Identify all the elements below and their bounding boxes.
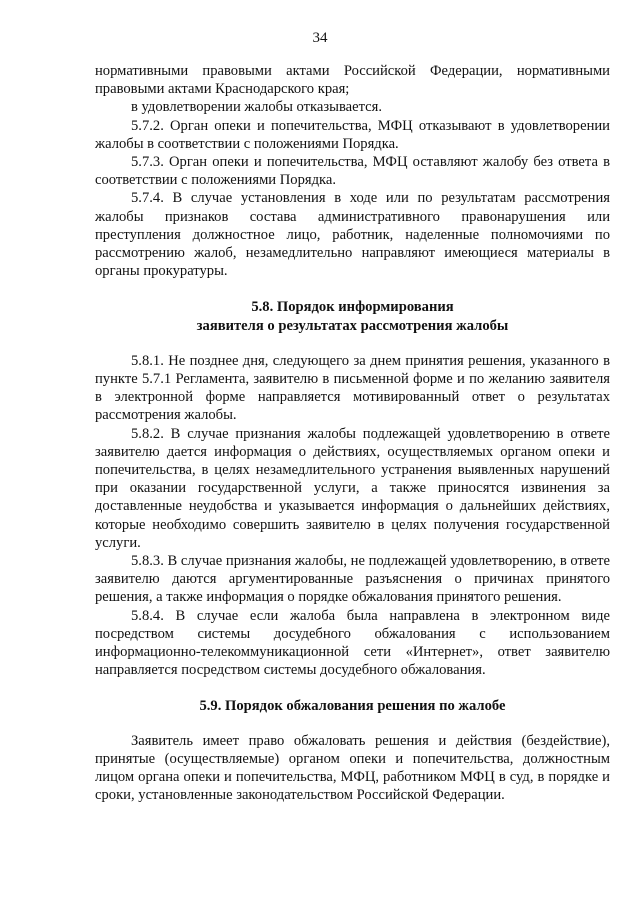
section-5-8-heading-line1: 5.8. Порядок информирования	[251, 299, 454, 316]
paragraph-5-8-3: 5.8.3. В случае признания жалобы, не подлежащей удовлетворению, в ответе заявителю даются аргументированные разъяснения о причинах принятого решения, а также информация о порядке обжалования принятого решения.	[95, 553, 610, 606]
section-5-8-heading	[95, 298, 610, 334]
page-number: 34	[312, 30, 328, 46]
paragraph-5-9: Заявитель имеет право обжаловать решения и действия (бездействие), принятые (осуществляемые) органом опеки и попечительства, должностным лицом органа опеки и попечительства, МФЦ, работником МФЦ в суд, в порядке и сроки, установленные законодательством Российской Федерации.	[95, 732, 610, 804]
paragraph-5-7-4: 5.7.4. В случае установления в ходе или по результатам рассмотрения жалобы признаков состава административного правонарушения или преступления должностное лицо, работник, наделенные полномочиями по рассмотрению жалоб, незамедлительно направляют имеющиеся материалы в органы прокуратуры.	[95, 190, 610, 280]
section-5-9-heading-text: 5.9. Порядок обжалования решения по жалобе	[199, 697, 506, 714]
document-body	[95, 62, 610, 805]
paragraph-5-7-2: 5.7.2. Орган опеки и попечительства, МФЦ отказывают в удовлетворении жалобы в соответствии с положениями Порядка.	[95, 117, 610, 152]
paragraph-refusal: в удовлетворении жалобы отказывается.	[131, 99, 383, 116]
section-5-8-heading-line2: заявителя о результатах рассмотрения жалобы	[196, 317, 509, 334]
paragraph-5-8-4: 5.8.4. В случае если жалоба была направлена в электронном виде посредством системы досудебного обжалования с использованием информационно-телекоммуникационной сети «Интернет», ответ заявителю направляется посредством системы досудебного обжалования.	[95, 607, 610, 679]
section-5-9-heading	[95, 697, 610, 715]
paragraph-5-8-1: 5.8.1. Не позднее дня, следующего за днем принятия решения, указанного в пункте 5.7.1 Регламента, заявителю в письменной форме и по желанию заявителя в электронной форме направляется мотивированный ответ о результатах рассмотрения жалобы.	[95, 352, 610, 424]
paragraph-5-7-3: 5.7.3. Орган опеки и попечительства, МФЦ оставляют жалобу без ответа в соответствии с положениями Порядка.	[95, 154, 610, 189]
paragraph-continuation: нормативными правовыми актами Российской Федерации, нормативными правовыми актами Краснодарского края;	[95, 63, 610, 98]
paragraph-5-8-2: 5.8.2. В случае признания жалобы подлежащей удовлетворению в ответе заявителю дается информация о действиях, осуществляемых органом опеки и попечительства, в целях незамедлительного устранения выявленных нарушений при оказании государственной услуги, а также приносятся извинения за доставленные неудобства и указывается информация о дальнейших действиях, которые необходимо совершить заявителю в целях получения государственной услуги.	[95, 425, 610, 551]
